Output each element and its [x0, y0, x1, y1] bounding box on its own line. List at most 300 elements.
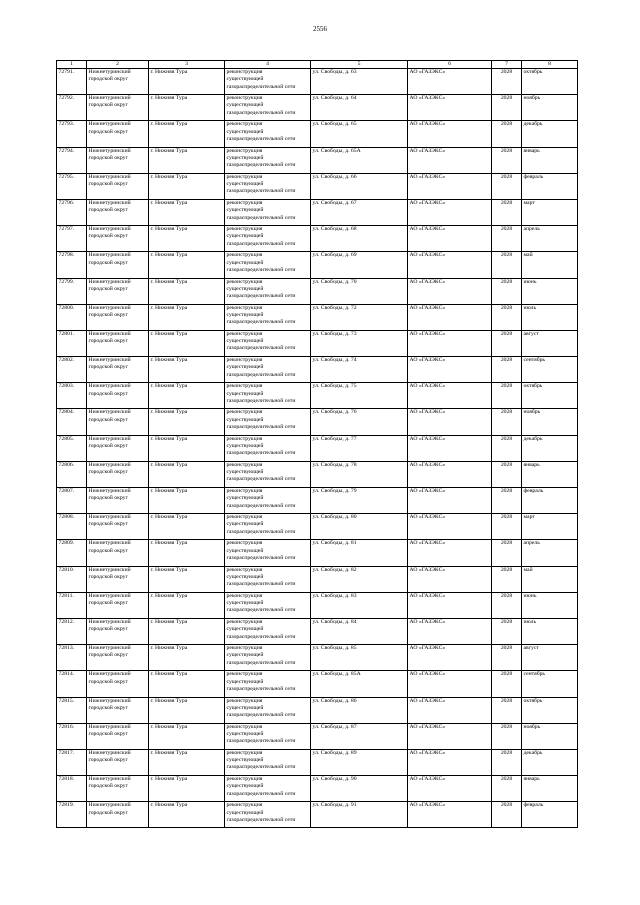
work-type-line: газораспределительной сети: [226, 240, 296, 247]
address-cell: ул. Свободы, д. 85А: [311, 671, 408, 697]
table-row: [57, 357, 578, 383]
locality-cell: г. Нижняя Тура: [149, 199, 225, 225]
address-cell: ул. Свободы, д. 79: [311, 488, 408, 514]
municipality-line: городской округ: [88, 128, 128, 135]
column-header: 1: [57, 61, 87, 69]
month-cell: июль: [522, 618, 578, 644]
address-cell: ул. Свободы, д. 72: [311, 304, 408, 330]
municipality-line: Нижнетуринский: [88, 383, 131, 390]
year-cell: 2028: [492, 435, 522, 461]
work-type-line: реконструкция: [226, 776, 263, 783]
month-cell: январь: [522, 147, 578, 173]
locality-cell: г. Нижняя Тура: [149, 488, 225, 514]
organization-cell: АО «ГАЗЭКС»: [408, 461, 492, 487]
work-type-cell: [225, 435, 311, 461]
municipality-line: городской округ: [88, 233, 128, 240]
locality-cell: г. Нижняя Тура: [149, 304, 225, 330]
work-type-line: газораспределительной сети: [226, 502, 296, 509]
municipality-cell: [87, 802, 149, 828]
municipality-cell: [87, 147, 149, 173]
municipality-line: Нижнетуринский: [88, 697, 131, 704]
organization-cell: АО «ГАЗЭКС»: [408, 226, 492, 252]
organization-cell: АО «ГАЗЭКС»: [408, 514, 492, 540]
work-type-line: реконструкция: [226, 304, 263, 311]
work-type-line: реконструкция: [226, 461, 263, 468]
municipality-line: городской округ: [88, 521, 128, 528]
locality-cell: г. Нижняя Тура: [149, 409, 225, 435]
municipality-line: Нижнетуринский: [88, 95, 131, 102]
month-cell: декабрь: [522, 435, 578, 461]
work-type-line: реконструкция: [226, 592, 263, 599]
year-cell: 2028: [492, 592, 522, 618]
year-cell: 2028: [492, 69, 522, 95]
address-cell: ул. Свободы, д. 78: [311, 461, 408, 487]
table-row: [57, 802, 578, 828]
municipality-cell: [87, 173, 149, 199]
work-type-line: реконструкция: [226, 618, 263, 625]
municipality-cell: [87, 304, 149, 330]
work-type-line: газораспределительной сети: [226, 424, 296, 431]
municipality-line: Нижнетуринский: [88, 514, 131, 521]
month-cell: апрель: [522, 226, 578, 252]
municipality-cell: [87, 199, 149, 225]
municipality-line: Нижнетуринский: [88, 645, 131, 652]
work-type-cell: [225, 121, 311, 147]
year-cell: 2028: [492, 540, 522, 566]
municipality-cell: [87, 121, 149, 147]
address-cell: ул. Свободы, д. 74: [311, 357, 408, 383]
municipality-line: Нижнетуринский: [88, 252, 131, 259]
locality-cell: г. Нижняя Тура: [149, 461, 225, 487]
work-type-line: существующей: [226, 442, 264, 449]
month-cell: июнь: [522, 278, 578, 304]
organization-cell: АО «ГАЗЭКС»: [408, 540, 492, 566]
month-cell: сентябрь: [522, 357, 578, 383]
municipality-line: Нижнетуринский: [88, 592, 131, 599]
work-type-cell: [225, 540, 311, 566]
organization-cell: АО «ГАЗЭКС»: [408, 592, 492, 618]
work-type-line: существующей: [226, 783, 264, 790]
address-cell: ул. Свободы, д. 65: [311, 121, 408, 147]
year-cell: 2028: [492, 749, 522, 775]
month-cell: март: [522, 514, 578, 540]
locality-cell: г. Нижняя Тура: [149, 383, 225, 409]
table-row: [57, 776, 578, 802]
table-body: [57, 69, 578, 828]
municipality-cell: [87, 461, 149, 487]
table-row: [57, 514, 578, 540]
organization-cell: АО «ГАЗЭКС»: [408, 409, 492, 435]
month-cell: февраль: [522, 802, 578, 828]
municipality-line: Нижнетуринский: [88, 121, 131, 128]
row-number: 72791.: [57, 69, 87, 95]
work-type-cell: [225, 697, 311, 723]
work-type-line: существующей: [226, 626, 264, 633]
work-type-line: существующей: [226, 207, 264, 214]
municipality-line: городской округ: [88, 181, 128, 188]
work-type-line: существующей: [226, 757, 264, 764]
work-type-line: газораспределительной сети: [226, 581, 296, 588]
locality-cell: г. Нижняя Тура: [149, 697, 225, 723]
municipality-cell: [87, 330, 149, 356]
table-header-row: [57, 61, 578, 69]
month-cell: декабрь: [522, 121, 578, 147]
locality-cell: г. Нижняя Тура: [149, 566, 225, 592]
work-type-line: реконструкция: [226, 173, 263, 180]
work-type-cell: [225, 592, 311, 618]
locality-cell: г. Нижняя Тура: [149, 330, 225, 356]
municipality-line: городской округ: [88, 495, 128, 502]
table-row: [57, 645, 578, 671]
work-type-cell: [225, 776, 311, 802]
work-type-cell: [225, 514, 311, 540]
work-type-line: существующей: [226, 416, 264, 423]
municipality-cell: [87, 357, 149, 383]
locality-cell: г. Нижняя Тура: [149, 540, 225, 566]
organization-cell: АО «ГАЗЭКС»: [408, 199, 492, 225]
municipality-line: городской округ: [88, 259, 128, 266]
year-cell: 2028: [492, 226, 522, 252]
municipality-line: Нижнетуринский: [88, 304, 131, 311]
table-row: [57, 409, 578, 435]
work-type-line: реконструкция: [226, 488, 263, 494]
municipality-line: городской округ: [88, 757, 128, 764]
municipality-line: городской округ: [88, 442, 128, 449]
month-cell: октябрь: [522, 69, 578, 95]
locality-cell: г. Нижняя Тура: [149, 69, 225, 95]
column-header: 4: [225, 61, 311, 69]
organization-cell: АО «ГАЗЭКС»: [408, 147, 492, 173]
locality-cell: г. Нижняя Тура: [149, 645, 225, 671]
work-type-line: газораспределительной сети: [226, 764, 296, 771]
municipality-line: городской округ: [88, 338, 128, 345]
municipality-cell: [87, 383, 149, 409]
work-type-line: газораспределительной сети: [226, 266, 296, 273]
row-number: 72801.: [57, 330, 87, 356]
row-number: 72802.: [57, 357, 87, 383]
locality-cell: г. Нижняя Тура: [149, 776, 225, 802]
row-number: 72815.: [57, 697, 87, 723]
month-cell: декабрь: [522, 749, 578, 775]
table-row: [57, 252, 578, 278]
work-type-cell: [225, 802, 311, 828]
year-cell: 2028: [492, 723, 522, 749]
municipality-cell: [87, 776, 149, 802]
work-type-line: существующей: [226, 652, 264, 659]
table-row: [57, 461, 578, 487]
work-type-line: реконструкция: [226, 383, 263, 390]
work-type-line: существующей: [226, 102, 264, 109]
municipality-line: городской округ: [88, 285, 128, 292]
work-type-line: газораспределительной сети: [226, 528, 296, 535]
locality-cell: г. Нижняя Тура: [149, 278, 225, 304]
work-type-cell: [225, 226, 311, 252]
organization-cell: АО «ГАЗЭКС»: [408, 749, 492, 775]
work-type-cell: [225, 566, 311, 592]
organization-cell: АО «ГАЗЭКС»: [408, 618, 492, 644]
row-number: 72812.: [57, 618, 87, 644]
month-cell: февраль: [522, 488, 578, 514]
year-cell: 2028: [492, 304, 522, 330]
work-type-line: существующей: [226, 233, 264, 240]
table-row: [57, 121, 578, 147]
locality-cell: г. Нижняя Тура: [149, 802, 225, 828]
work-type-line: реконструкция: [226, 645, 263, 652]
municipality-line: городской округ: [88, 207, 128, 214]
work-type-line: существующей: [226, 154, 264, 161]
work-type-line: газораспределительной сети: [226, 476, 296, 483]
address-cell: ул. Свободы, д. 81: [311, 540, 408, 566]
year-cell: 2028: [492, 383, 522, 409]
municipality-cell: [87, 95, 149, 121]
year-cell: 2028: [492, 645, 522, 671]
municipality-line: городской округ: [88, 547, 128, 554]
work-type-line: реконструкция: [226, 278, 263, 285]
work-type-line: существующей: [226, 809, 264, 816]
year-cell: 2028: [492, 330, 522, 356]
municipality-line: Нижнетуринский: [88, 802, 131, 809]
table-row: [57, 304, 578, 330]
municipality-cell: [87, 618, 149, 644]
organization-cell: АО «ГАЗЭКС»: [408, 488, 492, 514]
row-number: 72814.: [57, 671, 87, 697]
row-number: 72797.: [57, 226, 87, 252]
municipality-line: городской округ: [88, 730, 128, 737]
row-number: 72809.: [57, 540, 87, 566]
row-number: 72818.: [57, 776, 87, 802]
work-type-line: газораспределительной сети: [226, 633, 296, 640]
row-number: 72819.: [57, 802, 87, 828]
work-type-line: газораспределительной сети: [226, 659, 296, 666]
municipality-line: Нижнетуринский: [88, 618, 131, 625]
row-number: 72817.: [57, 749, 87, 775]
address-cell: ул. Свободы, д. 90: [311, 776, 408, 802]
row-number: 72792.: [57, 95, 87, 121]
address-cell: ул. Свободы, д. 75: [311, 383, 408, 409]
month-cell: январь: [522, 461, 578, 487]
row-number: 72805.: [57, 435, 87, 461]
organization-cell: АО «ГАЗЭКС»: [408, 723, 492, 749]
address-cell: ул. Свободы, д. 70: [311, 278, 408, 304]
month-cell: июль: [522, 304, 578, 330]
municipality-line: Нижнетуринский: [88, 330, 131, 337]
municipality-line: городской округ: [88, 102, 128, 109]
row-number: 72804.: [57, 409, 87, 435]
year-cell: 2028: [492, 199, 522, 225]
work-type-line: газораспределительной сети: [226, 135, 296, 142]
work-type-line: реконструкция: [226, 252, 263, 259]
municipality-cell: [87, 252, 149, 278]
month-cell: август: [522, 645, 578, 671]
address-cell: ул. Свободы, д. 87: [311, 723, 408, 749]
year-cell: 2028: [492, 357, 522, 383]
organization-cell: АО «ГАЗЭКС»: [408, 330, 492, 356]
page-number: 2556: [313, 25, 327, 33]
month-cell: ноябрь: [522, 723, 578, 749]
work-type-line: газораспределительной сети: [226, 109, 296, 116]
municipality-cell: [87, 514, 149, 540]
table-row: [57, 278, 578, 304]
municipality-cell: [87, 409, 149, 435]
year-cell: 2028: [492, 566, 522, 592]
municipality-line: Нижнетуринский: [88, 566, 131, 573]
table-row: [57, 173, 578, 199]
work-type-line: реконструкция: [226, 69, 263, 75]
locality-cell: г. Нижняя Тура: [149, 514, 225, 540]
work-type-line: реконструкция: [226, 357, 263, 364]
address-cell: ул. Свободы, д. 64: [311, 95, 408, 121]
organization-cell: АО «ГАЗЭКС»: [408, 383, 492, 409]
organization-cell: АО «ГАЗЭКС»: [408, 357, 492, 383]
work-type-line: реконструкция: [226, 330, 263, 337]
table-row: [57, 69, 578, 95]
municipality-cell: [87, 540, 149, 566]
work-type-line: реконструкция: [226, 566, 263, 573]
address-cell: ул. Свободы, д. 65А: [311, 147, 408, 173]
municipality-cell: [87, 488, 149, 514]
month-cell: апрель: [522, 540, 578, 566]
work-type-line: газораспределительной сети: [226, 712, 296, 719]
municipality-line: городской округ: [88, 311, 128, 318]
table-row: [57, 435, 578, 461]
work-type-cell: [225, 409, 311, 435]
work-type-line: газораспределительной сети: [226, 816, 296, 823]
work-type-line: газораспределительной сети: [226, 214, 296, 221]
locality-cell: г. Нижняя Тура: [149, 671, 225, 697]
address-cell: ул. Свободы, д. 83: [311, 592, 408, 618]
municipality-line: городской округ: [88, 390, 128, 397]
work-type-line: реконструкция: [226, 514, 263, 521]
month-cell: ноябрь: [522, 409, 578, 435]
address-cell: ул. Свободы, д. 63: [311, 69, 408, 95]
organization-cell: АО «ГАЗЭКС»: [408, 435, 492, 461]
work-type-line: газораспределительной сети: [226, 554, 296, 561]
work-type-line: газораспределительной сети: [226, 345, 296, 352]
municipality-line: Нижнетуринский: [88, 461, 131, 468]
locality-cell: г. Нижняя Тура: [149, 618, 225, 644]
month-cell: ноябрь: [522, 95, 578, 121]
work-type-line: существующей: [226, 338, 264, 345]
work-type-line: газораспределительной сети: [226, 738, 296, 745]
municipality-cell: [87, 69, 149, 95]
row-number: 72808.: [57, 514, 87, 540]
work-type-line: существующей: [226, 364, 264, 371]
month-cell: май: [522, 252, 578, 278]
work-type-cell: [225, 749, 311, 775]
table-row: [57, 723, 578, 749]
address-cell: ул. Свободы, д. 85: [311, 645, 408, 671]
work-type-line: существующей: [226, 259, 264, 266]
organization-cell: АО «ГАЗЭКС»: [408, 304, 492, 330]
organization-cell: АО «ГАЗЭКС»: [408, 121, 492, 147]
municipality-line: Нижнетуринский: [88, 723, 131, 730]
municipality-line: Нижнетуринский: [88, 749, 131, 756]
organization-cell: АО «ГАЗЭКС»: [408, 776, 492, 802]
work-type-cell: [225, 357, 311, 383]
organization-cell: АО «ГАЗЭКС»: [408, 278, 492, 304]
municipality-cell: [87, 566, 149, 592]
row-number: 72813.: [57, 645, 87, 671]
organization-cell: АО «ГАЗЭКС»: [408, 671, 492, 697]
table-row: [57, 383, 578, 409]
address-cell: ул. Свободы, д. 86: [311, 697, 408, 723]
work-type-line: существующей: [226, 285, 264, 292]
municipality-line: Нижнетуринский: [88, 173, 131, 180]
address-cell: ул. Свободы, д. 67: [311, 199, 408, 225]
work-type-line: существующей: [226, 181, 264, 188]
municipality-cell: [87, 226, 149, 252]
work-type-line: реконструкция: [226, 723, 263, 730]
year-cell: 2028: [492, 488, 522, 514]
work-type-cell: [225, 618, 311, 644]
municipality-line: Нижнетуринский: [88, 69, 131, 75]
municipality-cell: [87, 278, 149, 304]
column-header: 8: [522, 61, 578, 69]
year-cell: 2028: [492, 618, 522, 644]
work-type-line: реконструкция: [226, 95, 263, 102]
address-cell: ул. Свободы, д. 80: [311, 514, 408, 540]
year-cell: 2028: [492, 252, 522, 278]
work-type-line: газораспределительной сети: [226, 790, 296, 797]
column-header: 3: [149, 61, 225, 69]
registry-table: [56, 60, 578, 828]
month-cell: октябрь: [522, 383, 578, 409]
year-cell: 2028: [492, 173, 522, 199]
work-type-line: газораспределительной сети: [226, 293, 296, 300]
municipality-cell: [87, 697, 149, 723]
row-number: 72795.: [57, 173, 87, 199]
work-type-line: существующей: [226, 547, 264, 554]
work-type-line: реконструкция: [226, 435, 263, 442]
organization-cell: АО «ГАЗЭКС»: [408, 173, 492, 199]
row-number: 72793.: [57, 121, 87, 147]
municipality-cell: [87, 435, 149, 461]
work-type-line: реконструкция: [226, 409, 263, 416]
work-type-line: газораспределительной сети: [226, 162, 296, 169]
municipality-line: городской округ: [88, 364, 128, 371]
year-cell: 2028: [492, 409, 522, 435]
column-header: 6: [408, 61, 492, 69]
work-type-line: существующей: [226, 469, 264, 476]
locality-cell: г. Нижняя Тура: [149, 723, 225, 749]
row-number: 72796.: [57, 199, 87, 225]
municipality-line: Нижнетуринский: [88, 488, 131, 494]
municipality-line: Нижнетуринский: [88, 409, 131, 416]
work-type-cell: [225, 147, 311, 173]
table-row: [57, 488, 578, 514]
work-type-cell: [225, 330, 311, 356]
month-cell: июнь: [522, 592, 578, 618]
year-cell: 2028: [492, 147, 522, 173]
address-cell: ул. Свободы, д. 89: [311, 749, 408, 775]
table-row: [57, 95, 578, 121]
table-row: [57, 199, 578, 225]
work-type-line: существующей: [226, 704, 264, 711]
municipality-cell: [87, 645, 149, 671]
address-cell: ул. Свободы, д. 73: [311, 330, 408, 356]
work-type-line: существующей: [226, 311, 264, 318]
work-type-line: газораспределительной сети: [226, 188, 296, 195]
work-type-cell: [225, 199, 311, 225]
work-type-line: реконструкция: [226, 749, 263, 756]
column-header: 5: [311, 61, 408, 69]
municipality-line: Нижнетуринский: [88, 435, 131, 442]
work-type-line: существующей: [226, 128, 264, 135]
work-type-cell: [225, 723, 311, 749]
month-cell: октябрь: [522, 697, 578, 723]
municipality-line: городской округ: [88, 469, 128, 476]
municipality-line: городской округ: [88, 678, 128, 685]
